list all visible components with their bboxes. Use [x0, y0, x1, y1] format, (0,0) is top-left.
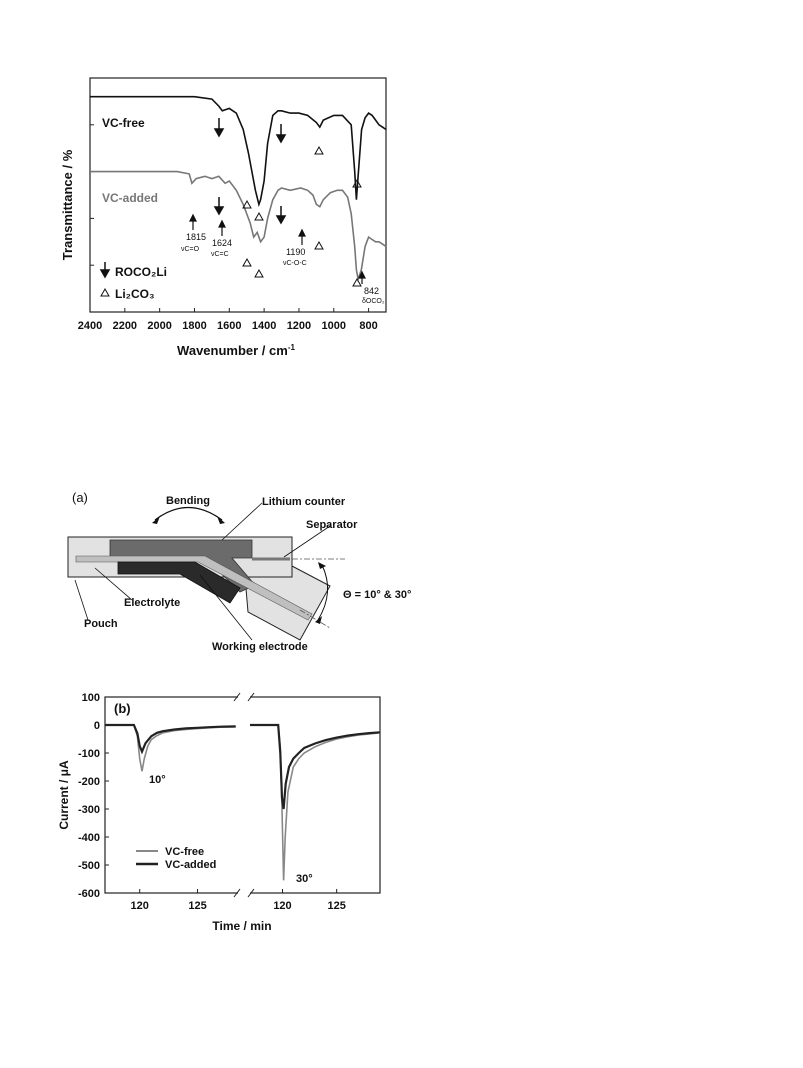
current-series-lines [105, 725, 380, 880]
ftir-x-tick-label: 1200 [286, 320, 312, 332]
bending-schematic [68, 490, 411, 653]
ftir-series-vc-added [90, 172, 386, 280]
label-lithium-counter: Lithium counter [262, 496, 346, 508]
axis-break-marks [234, 693, 254, 897]
current-x-tick-label: 120 [130, 900, 149, 912]
label-theta: Θ = 10° & 30° [343, 589, 412, 601]
current-y-tick-label: -200 [77, 776, 100, 788]
label-pouch: Pouch [84, 618, 118, 630]
current-x-axis-label: Time / min [212, 919, 272, 933]
ftir-x-tick-label: 1600 [217, 320, 242, 332]
peak-842-mode: δOCO₂ [362, 298, 385, 305]
current-x-tick-label: 125 [327, 900, 346, 912]
label-vc-added: VC-added [102, 191, 159, 205]
label-working-electrode: Working electrode [212, 641, 308, 653]
current-x-tick-label: 125 [188, 900, 207, 912]
legend-vc-added: VC-added [165, 859, 217, 871]
annotation-10-degree: 10° [149, 774, 166, 786]
legend-roco2li: ROCO₂Li [115, 265, 167, 279]
current-legend [136, 846, 216, 871]
current-y-tick-label: -100 [77, 748, 100, 760]
current-y-tick-label: -600 [77, 888, 100, 900]
annotation-30-degree: 30° [296, 873, 313, 885]
current-series-vc-added-seg2 [250, 725, 380, 809]
current-series-vc-added-seg1 [105, 725, 236, 752]
ftir-chart [60, 78, 386, 358]
current-y-ticks [78, 692, 109, 900]
label-electrolyte: Electrolyte [124, 597, 181, 609]
ftir-x-axis-label: Wavenumber / $cm^{-1}$ [177, 343, 295, 358]
current-x-tick-label: 120 [273, 900, 292, 912]
ftir-series-vc-free [90, 97, 386, 205]
ftir-legend [101, 262, 167, 301]
legend-vc-free: VC-free [165, 846, 205, 858]
peak-1624-label: 1624 [212, 238, 233, 248]
legend-li2co3: Li₂CO₃ [115, 287, 155, 301]
current-y-tick-label: -300 [77, 804, 100, 816]
ftir-x-tick-label: 800 [359, 320, 378, 332]
ftir-x-tick-label: 2200 [112, 320, 138, 332]
label-vc-free: VC-free [102, 116, 145, 130]
ftir-x-tick-label: 2000 [147, 320, 172, 332]
current-y-tick-label: 0 [93, 720, 100, 732]
peak-up-arrows [190, 215, 365, 284]
label-bending: Bending [166, 495, 210, 507]
label-separator: Separator [306, 519, 358, 531]
peak-1624-mode: νC=C [211, 251, 229, 258]
peak-1190-mode: νC-O-C [283, 260, 307, 267]
current-series-vc-free-seg1 [105, 725, 236, 771]
peak-842-label: 842 [364, 286, 380, 296]
current-y-tick-label: -500 [77, 860, 100, 872]
panel-a-label: (a) [72, 490, 88, 505]
peak-1815-label: 1815 [186, 232, 207, 242]
ftir-y-axis-label: Transmittance / % [60, 149, 75, 261]
bending-arrow [155, 508, 222, 521]
current-chart [57, 692, 380, 933]
current-y-tick-label: -400 [77, 832, 100, 844]
ftir-x-tick-label: 1800 [182, 320, 207, 332]
panel-b-label: (b) [114, 701, 131, 716]
ftir-x-tick-label: 1000 [321, 320, 347, 332]
ftir-x-tick-label: 1400 [251, 320, 277, 332]
current-y-tick-label: 100 [81, 692, 100, 704]
ftir-x-tick-label: 2400 [77, 320, 103, 332]
current-y-axis-label: Current / μA [57, 760, 71, 830]
legend-arrow-icon [101, 262, 109, 277]
peak-1815-mode: νC=O [181, 246, 200, 253]
peak-1190-label: 1190 [286, 247, 306, 257]
legend-triangle-icon [101, 289, 109, 296]
current-series-vc-free-seg2 [250, 725, 380, 880]
